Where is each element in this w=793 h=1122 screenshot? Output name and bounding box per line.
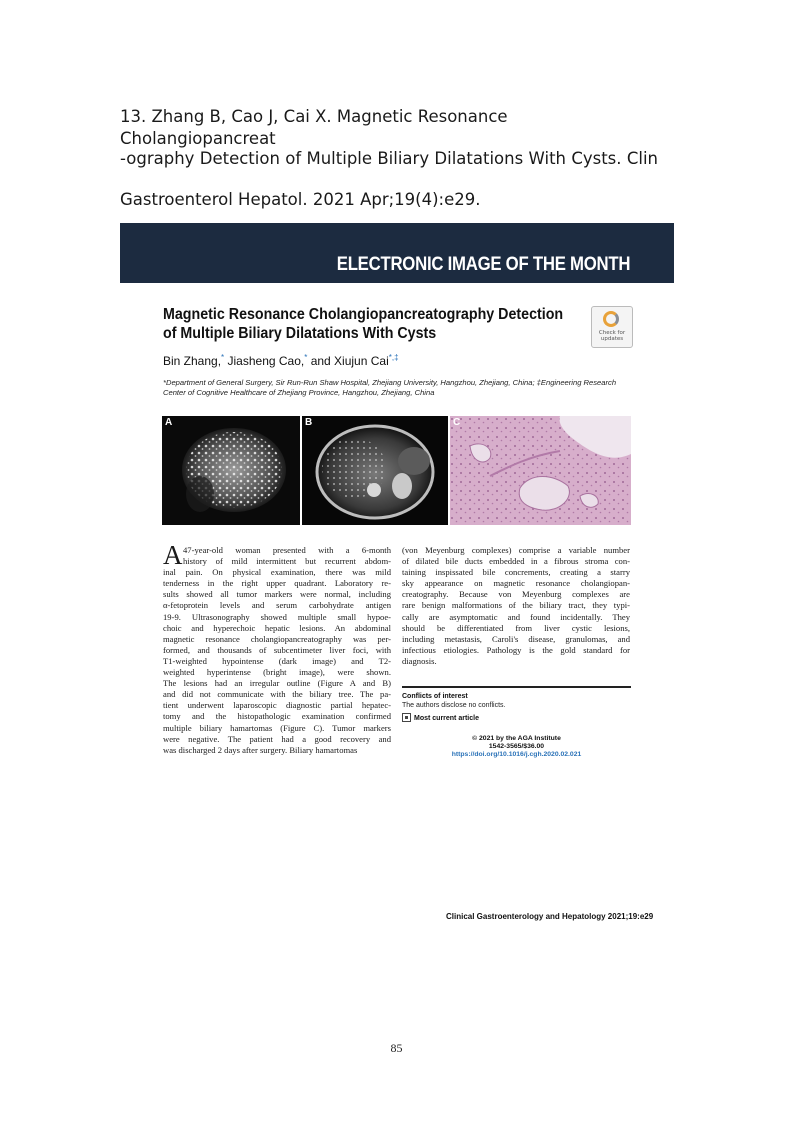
col1-line: inal pain. On physical examination, there was mild (163, 567, 391, 578)
page-number: 85 (390, 1041, 403, 1055)
issn: 1542-3565/$36.00 (488, 743, 545, 750)
col1-line: tomy and the histopathologic examination confirmed (163, 711, 391, 722)
col2-line: of dilated bile ducts embedded in a fibrous stroma con- (402, 556, 630, 567)
conflicts-heading: Conflicts of interest (402, 693, 468, 700)
col2-line: sky appearance on magnetic resonance cholangiopan- (402, 578, 630, 589)
col2-line: (von Meyenburg complexes) comprise a variable number (402, 545, 630, 555)
doi-link[interactable]: https://doi.org/10.1016/j.cgh.2020.02.021 (451, 751, 582, 758)
check-for-updates-label: Check for updates (598, 330, 626, 342)
figure-label-a: A (165, 417, 173, 428)
mrcp-image (162, 416, 300, 525)
figure-panel-b (302, 416, 448, 525)
copyright: © 2021 by the AGA Institute (472, 735, 561, 742)
col1-line: history of mild intermittent but recurrent abdom- (183, 556, 391, 567)
title-line-2: of Multiple Biliary Dilatations With Cysts (163, 325, 437, 342)
author-1: Bin Zhang, (163, 354, 222, 368)
col2-line: rare benign malformations of the biliary tract, they typi- (402, 600, 630, 611)
most-current-article-link[interactable] (402, 713, 479, 722)
col2-line: diagnosis. (402, 655, 437, 666)
section-divider (402, 686, 631, 688)
col1-line: multiple biliary hamartomas (Figure C). Tumor markers (163, 722, 391, 733)
col1-line: sults showed all tumor markers were normal, including (163, 589, 391, 600)
author-2: Jiasheng Cao, (224, 354, 305, 368)
most-current-label: Most current article (414, 715, 479, 722)
figure-panel-c (450, 416, 631, 525)
title-line-1: Magnetic Resonance Cholangiopancreatography Detection (163, 306, 564, 323)
col1-line: T1-weighted hypointense (dark image) and T2- (163, 655, 391, 666)
author-2-mark[interactable]: * (304, 353, 308, 362)
col2-line: taining inspissated bile concrements, creating a starry (402, 567, 630, 578)
conflicts-text: The authors disclose no conflicts. (402, 702, 506, 709)
col2-line: creatography. Because von Meyenburg complexes are (402, 589, 630, 600)
col1-line: was discharged 2 days after surgery. Biliary hamartomas (163, 744, 358, 755)
figure-panel-a (162, 416, 300, 525)
article-title (163, 305, 564, 343)
col1-line: 19-9. Ultrasonography showed multiple small hypoe- (163, 611, 391, 622)
col1-line: were negative. The patient had a good recovery and (163, 733, 391, 744)
col1-line: weighted hyperintense (bright image), were shown. (163, 667, 391, 678)
col1-line: tient underwent laparoscopic diagnostic partial hepatec- (163, 700, 391, 711)
col1-line: and did not communicate with the biliary tree. The pa- (163, 689, 391, 700)
body-column-2 (402, 545, 630, 667)
col1-line: choic and hyperechoic hepatic lesions. An abdominal (163, 622, 391, 633)
col1-line: α-fetoprotein levels and serum carbohydrate antigen (163, 600, 391, 611)
col2-line: cally are asymptomatic and found incidentally. They (402, 611, 630, 622)
check-for-updates-badge[interactable] (591, 306, 633, 348)
col1-line: 47-year-old woman presented with a 6-month (183, 545, 391, 555)
section-banner (120, 223, 674, 283)
mri-axial-image (302, 416, 448, 525)
reference-line-3: Gastroenterol Hepatol. 2021 Apr;19(4):e29. (120, 190, 481, 209)
col2-line: infectious etiologies. Pathology is the gold standard for (402, 644, 630, 655)
col1-line: formed, and thousands of subcentimeter liver foci, with (163, 644, 391, 655)
col2-line: should be differentiated from liver cystic lesions, (402, 622, 630, 633)
figure-label-b: B (305, 417, 313, 428)
col1-line: tenderness in the right upper quadrant. Laboratory re- (163, 578, 391, 589)
author-list (163, 353, 399, 368)
article-icon (402, 713, 411, 722)
author-3-mark[interactable]: *,‡ (388, 353, 399, 362)
reference-line-1: 13. Zhang B, Cao J, Cai X. Magnetic Resonance Cholangiopancreat (120, 107, 508, 148)
col2-line: including metastasis, Caroli's disease, granulomas, and (402, 633, 630, 644)
journal-footer: Clinical Gastroenterology and Hepatology 2021;19:e29 (446, 912, 654, 921)
reference-line-2: -ography Detection of Multiple Biliary Dilatations With Cysts. Clin (120, 149, 658, 168)
author-1-mark[interactable]: * (221, 353, 225, 362)
affiliation: *Department of General Surgery, Sir Run-Run Shaw Hospital, Zhejiang University, Hangzhou, Zhejiang, China; ‡Engineering Research Center of Cognitive Healthcare of Zhejiang Province, Hangzhou, Zhejiang, China (163, 378, 617, 397)
col1-line: magnetic resonance cholangiopancreatography was per- (163, 633, 391, 644)
col1-line: The lesions had an irregular outline (Figure A and B) (163, 678, 391, 689)
author-3: and Xiujun Cai (307, 354, 389, 368)
refresh-icon (603, 311, 619, 327)
histology-image (450, 416, 631, 525)
banner-title: ELECTRONIC IMAGE OF THE MONTH (336, 253, 630, 275)
drop-cap: A (163, 540, 183, 570)
figure-label-c: C (453, 417, 461, 428)
body-column-1 (163, 545, 391, 756)
